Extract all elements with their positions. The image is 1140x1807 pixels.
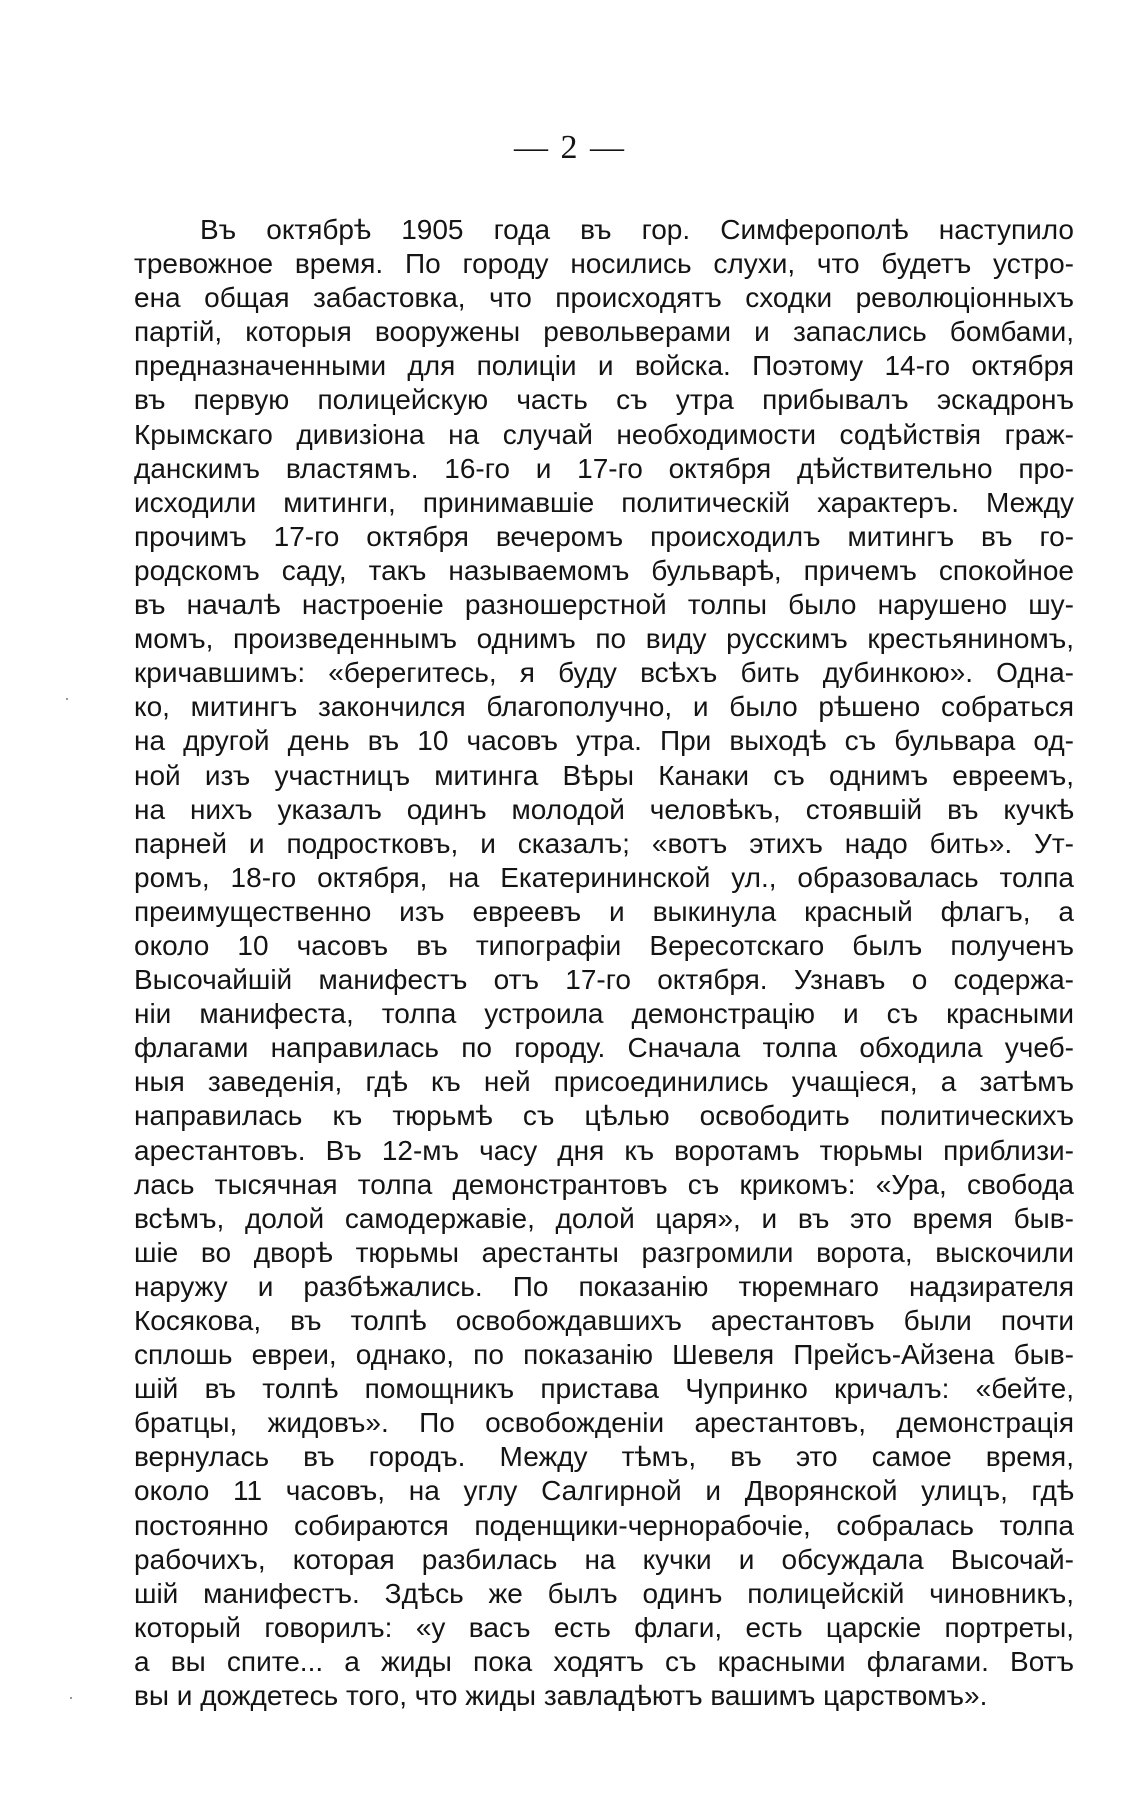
text-line: ной изъ участницъ митинга Вѣры Канаки съ однимъ евреемъ, (134, 759, 1074, 791)
text-line: преимущественно изъ евреевъ и выкинула красный флагъ, а (134, 895, 1074, 927)
text-line: около 11 часовъ, на углу Салгирной и Дворянской улицъ, гдѣ (134, 1475, 1074, 1507)
text-line: тревожное время. По городу носились слухи, что будетъ устро- (134, 248, 1074, 280)
text-line: парней и подростковъ, и сказалъ; «вотъ этихъ надо бить». Ут- (134, 827, 1074, 859)
text-line: сплошь евреи, однако, по показанiю Шевеля Прейсъ-Айзена быв- (134, 1339, 1074, 1371)
page-number: — 2 — (514, 129, 626, 166)
text-line: ко, митингъ закончился благополучно, и было рѣшено собраться (134, 691, 1074, 723)
text-line: шiй въ толпѣ помощникъ пристава Чупринко кричалъ: «бейте, (134, 1373, 1074, 1405)
text-line: флагами направилась по городу. Сначала толпа обходила учеб- (134, 1032, 1074, 1064)
text-line: рабочихъ, которая разбилась на кучки и обсуждала Высочай- (134, 1543, 1074, 1575)
text-line: который говорилъ: «у васъ есть флаги, есть царскiе портреты, (134, 1611, 1074, 1643)
scan-speck (66, 698, 68, 700)
text-line: родскомъ саду, такъ называемомъ бульварѣ, причемъ спокойное (134, 554, 1074, 586)
text-line: партiй, которыя вооружены револьверами и запаслись бомбами, (134, 316, 1074, 348)
scan-speck (70, 1697, 72, 1699)
text-line: на нихъ указалъ одинъ молодой человѣкъ, стоявшiй въ кучкѣ (134, 793, 1074, 825)
text-line: Высочайшiй манифестъ отъ 17-го октября. Узнавъ о содержа- (134, 964, 1074, 996)
text-line: наружу и разбѣжались. По показанiю тюремнаго надзирателя (134, 1270, 1074, 1302)
text-line: вернулась въ городъ. Между тѣмъ, въ это самое время, (134, 1441, 1074, 1473)
text-line: предназначенными для полицiи и войска. Поэтому 14-го октября (134, 350, 1074, 382)
text-line: нiи манифеста, толпа устроила демонстрацiю и съ красными (134, 998, 1074, 1030)
text-line: въ началѣ настроенiе разношерстной толпы было нарушено шу- (134, 589, 1074, 621)
text-line: Косякова, въ толпѣ освобождавшихъ арестантовъ были почти (134, 1305, 1074, 1336)
text-line: Въ октябрѣ 1905 года въ гор. Симферополѣ наступило (200, 214, 1074, 245)
text-line: братцы, жидовъ». По освобожденiи арестантовъ, демонстрацiя (134, 1407, 1074, 1439)
text-line: лась тысячная толпа демонстрантовъ съ крикомъ: «Ура, свобода (134, 1168, 1074, 1200)
text-line: всѣмъ, долой самодержавiе, долой царя», и въ это время быв- (134, 1202, 1074, 1234)
text-line: ена общая забастовка, что происходятъ сходки революцiонныхъ (134, 282, 1074, 314)
text-line: около 10 часовъ въ типографiи Вересотскаго былъ полученъ (134, 929, 1074, 961)
text-line: данскимъ властямъ. 16-го и 17-го октября дѣйствительно про- (134, 452, 1074, 484)
text-line: исходили митинги, принимавшiе политическiй характеръ. Между (134, 486, 1074, 518)
body-text (134, 213, 1074, 1713)
text-line: вы и дождетесь того, что жиды завладѣютъ вашимъ царствомъ». (134, 1680, 988, 1712)
text-line: Крымскаго дивизiона на случай необходимости содѣйствiя граж- (134, 418, 1074, 450)
text-line: въ первую полицейскую часть съ утра прибывалъ эскадронъ (134, 384, 1074, 416)
text-line: шiе во дворѣ тюрьмы арестанты разгромили ворота, выскочили (134, 1236, 1074, 1268)
text-line: постоянно собираются поденщики-чернорабочiе, собралась толпа (134, 1509, 1074, 1541)
text-line: ныя заведенiя, гдѣ къ ней присоединились учащiеся, а затѣмъ (134, 1066, 1074, 1098)
text-line: момъ, произведеннымъ однимъ по виду русскимъ крестьяниномъ, (134, 623, 1074, 655)
text-line: а вы спите... а жиды пока ходятъ съ красными флагами. Вотъ (134, 1645, 1074, 1677)
text-line: кричавшимъ: «берегитесь, я буду всѣхъ бить дубинкою». Одна- (134, 657, 1074, 689)
text-line: шiй манифестъ. Здѣсь же былъ одинъ полицейскiй чиновникъ, (134, 1577, 1074, 1609)
text-line: ромъ, 18-го октября, на Екатерининской ул., образовалась толпа (134, 861, 1074, 893)
text-line: арестантовъ. Въ 12-мъ часу дня къ воротамъ тюрьмы приблизи- (134, 1134, 1074, 1166)
text-line: на другой день въ 10 часовъ утра. При выходѣ съ бульвара од- (134, 725, 1074, 757)
text-line: прочимъ 17-го октября вечеромъ происходилъ митингъ въ го- (134, 520, 1074, 552)
text-line: направилась къ тюрьмѣ съ цѣлью освободить политическихъ (134, 1100, 1074, 1132)
